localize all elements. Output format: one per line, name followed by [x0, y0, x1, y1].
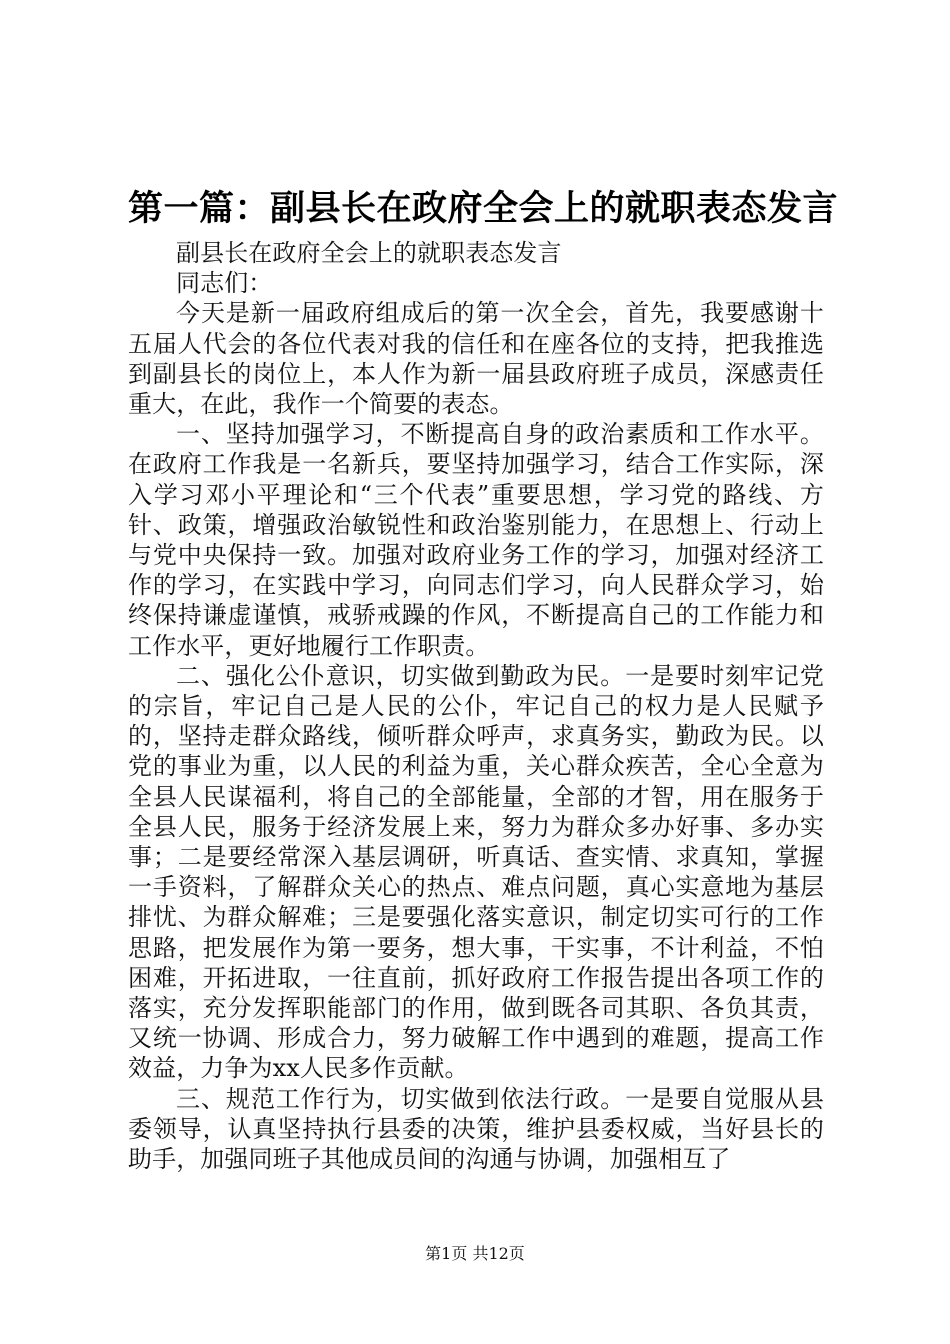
section-two-paragraph: 二、强化公仆意识，切实做到勤政为民。一是要时刻牢记党的宗旨，牢记自己是人民的公仆，牢记自己的权力是人民赋予的，坚持走群众路线，倾听群众呼声，求真务实，勤政为民。以党的事业为重，以人民的利益为重，关心群众疾苦，全心全意为全县人民谋福利，将自己的全部能量，全部的才智，用在服务于全县人民，服务于经济发展上来，努力为群众多办好事、多办实事；二是要经常深入基层调研，听真话、查实情、求真知，掌握一手资料，了解群众关心的热点、难点问题，真心实意地为基层排忧、为群众解难；三是要强化落实意识，制定切实可行的工作思路，把发展作为第一要务，想大事，干实事，不计利益，不怕困难，开拓进取，一往直前，抓好政府工作报告提出各项工作的落实，充分发挥职能部门的作用，做到既各司其职、各负其责，又统一协调、形成合力，努力破解工作中遇到的难题，提高工作效益，力争为xx人民多作贡献。	[128, 661, 824, 1083]
intro-paragraph: 今天是新一届政府组成后的第一次全会，首先，我要感谢十五届人代会的各位代表对我的信任和在座各位的支持，把我推选到副县长的岗位上，本人作为新一届县政府班子成员，深感责任重大，在此，我作一个简要的表态。	[128, 299, 824, 419]
document-title: 第一篇：副县长在政府全会上的就职表态发言	[128, 188, 839, 229]
document-body	[128, 238, 824, 1174]
salutation-paragraph: 同志们：	[176, 269, 273, 298]
section-three-paragraph: 三、规范工作行为，切实做到依法行政。一是要自觉服从县委领导，认真坚持执行县委的决策，维护县委权威，当好县长的助手，加强同班子其他成员间的沟通与协调，加强相互了	[128, 1084, 824, 1174]
subtitle-paragraph: 副县长在政府全会上的就职表态发言	[176, 239, 562, 267]
page-number-footer: 第1页 共12页	[425, 1244, 525, 1263]
section-one-paragraph: 一、坚持加强学习，不断提高自身的政治素质和工作水平。在政府工作我是一名新兵，要坚持加强学习，结合工作实际，深入学习邓小平理论和“三个代表”重要思想，学习党的路线、方针、政策，增强政治敏锐性和政治鉴别能力，在思想上、行动上与党中央保持一致。加强对政府业务工作的学习，加强对经济工作的学习，在实践中学习，向同志们学习，向人民群众学习，始终保持谦虚谨慎，戒骄戒躁的作风，不断提高自己的工作能力和工作水平，更好地履行工作职责。	[128, 420, 824, 660]
